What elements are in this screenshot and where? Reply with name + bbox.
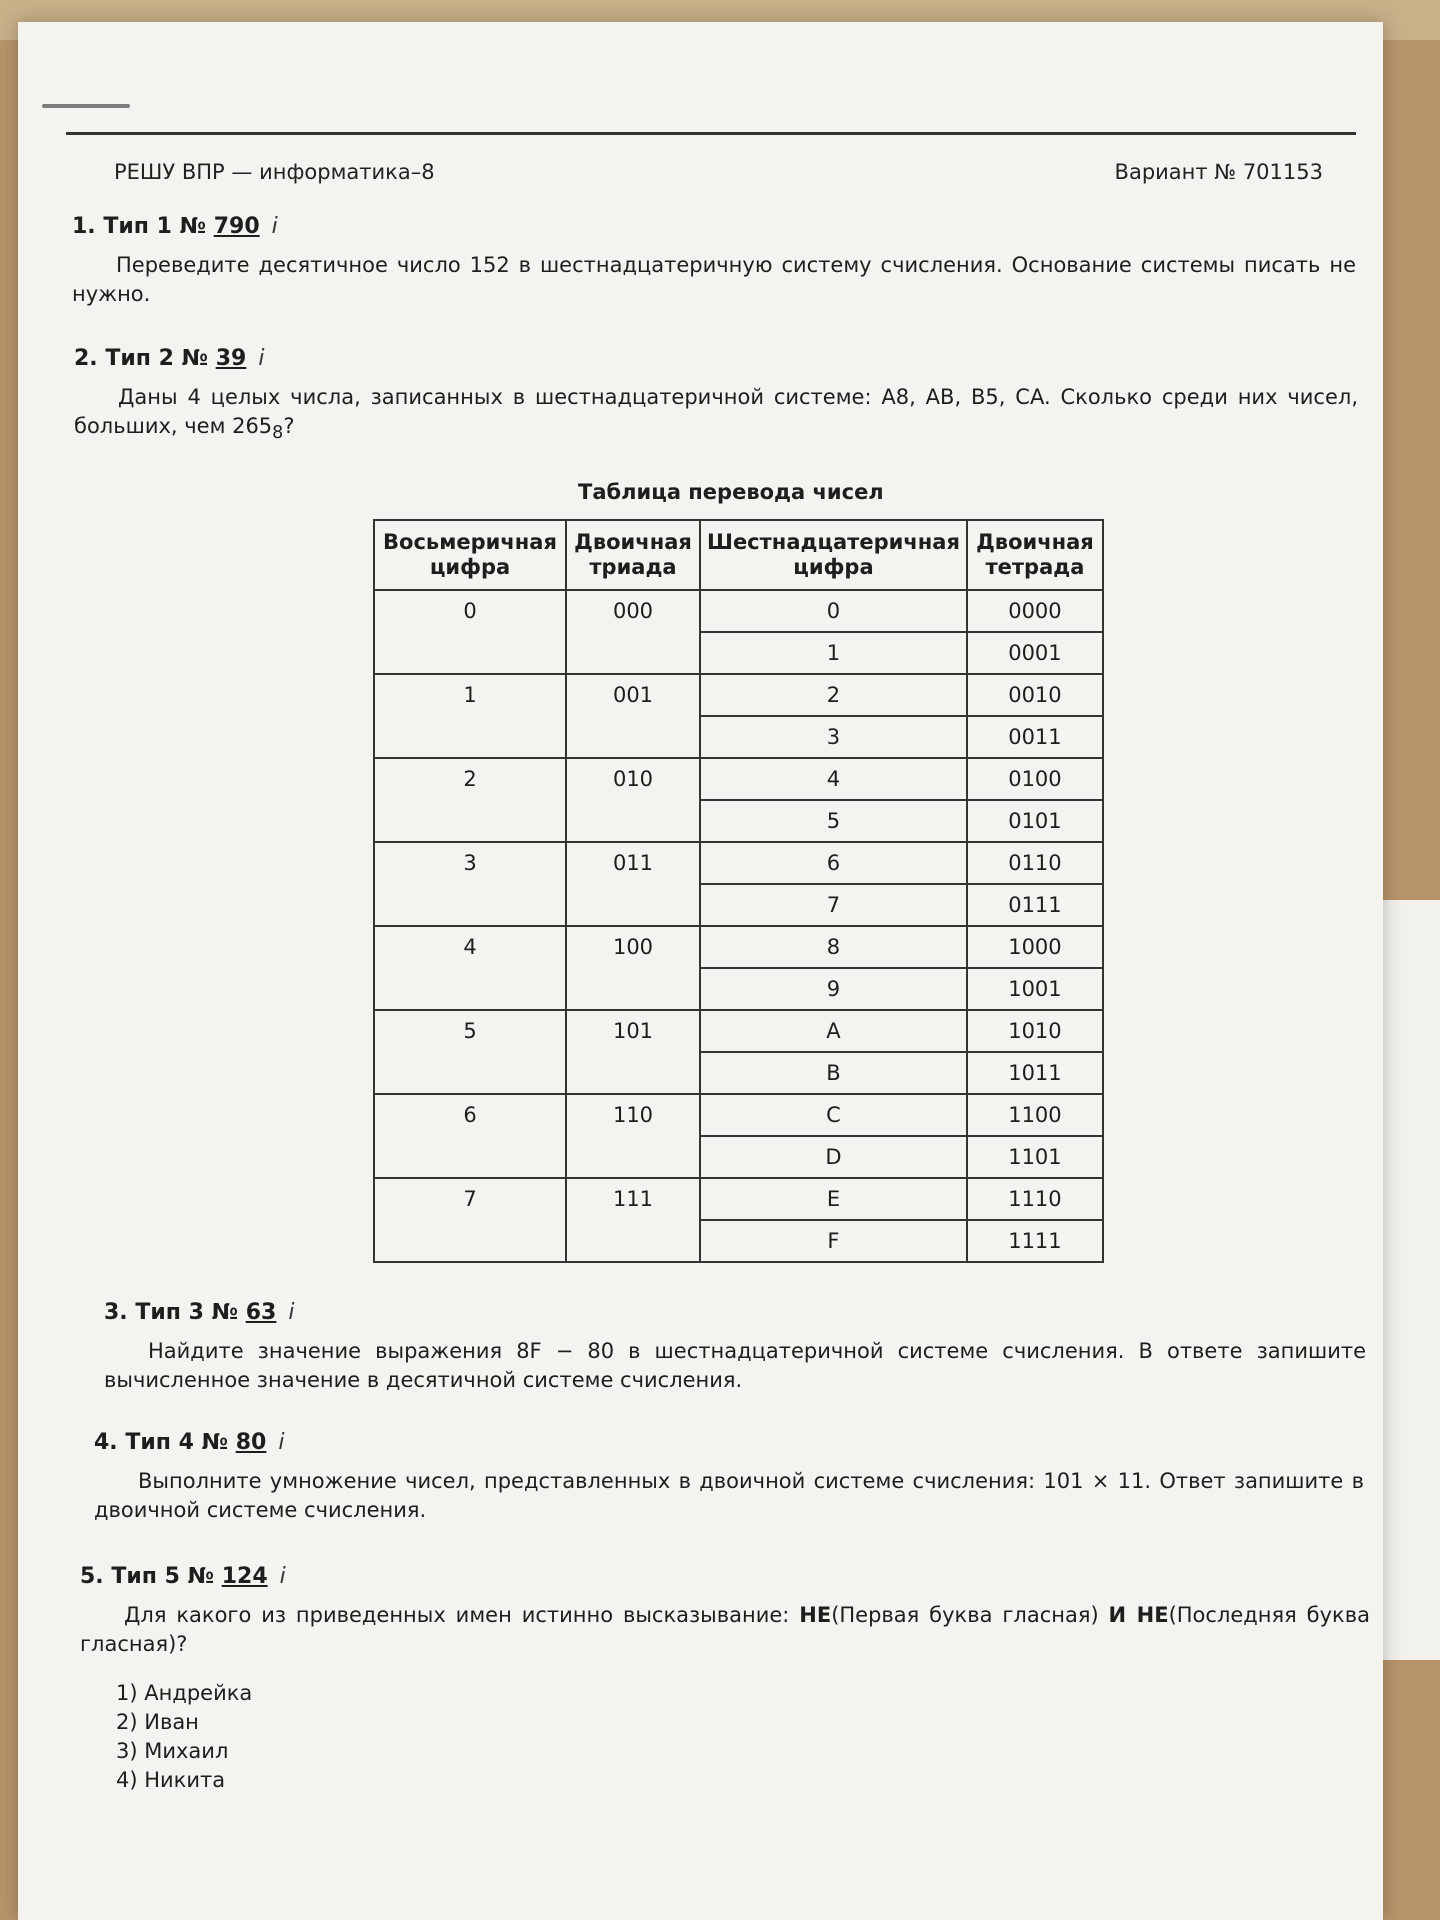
- header-rule: [66, 132, 1356, 135]
- octal-digit-cell: 3: [374, 842, 566, 926]
- task-2-text-main: Даны 4 целых числа, записанных в шестнадцатеричной системе: A8, AB, B5, CA. Сколько среди них чисел, больших, чем 265: [74, 385, 1358, 438]
- info-icon[interactable]: i: [288, 1300, 295, 1325]
- column-header-hex: Шестнадцатеричная цифра: [700, 520, 967, 590]
- hex-digit-cell: C: [700, 1094, 967, 1136]
- task-4-text: Выполните умножение чисел, представленных в двоичной системе счисления: 101 × 11. Ответ запишите в двоичной системе счисления.: [94, 1469, 1364, 1522]
- hex-digit-cell: A: [700, 1010, 967, 1052]
- hex-digit-cell: 8: [700, 926, 967, 968]
- octal-digit-cell: 2: [374, 758, 566, 842]
- task-number-link[interactable]: 39: [215, 346, 247, 371]
- info-icon[interactable]: i: [258, 346, 265, 371]
- binary-tetrad-cell: 0111: [967, 884, 1103, 926]
- binary-tetrad-cell: 1010: [967, 1010, 1103, 1052]
- binary-triad-cell: 111: [566, 1178, 700, 1262]
- hex-digit-cell: 2: [700, 674, 967, 716]
- task-3-heading: [104, 1300, 1366, 1325]
- info-icon[interactable]: i: [279, 1564, 286, 1589]
- hex-digit-cell: 7: [700, 884, 967, 926]
- table-row: [374, 590, 1103, 632]
- binary-triad-cell: 101: [566, 1010, 700, 1094]
- answer-option[interactable]: 4) Никита: [116, 1768, 226, 1792]
- info-icon[interactable]: i: [271, 214, 278, 239]
- task-5-keyword: И НЕ: [1108, 1603, 1169, 1627]
- hex-digit-cell: 4: [700, 758, 967, 800]
- table-row: [374, 1094, 1103, 1136]
- hex-digit-cell: 1: [700, 632, 967, 674]
- info-icon[interactable]: i: [278, 1430, 285, 1455]
- sheet-title: РЕШУ ВПР — информатика–8: [114, 160, 435, 184]
- octal-digit-cell: 4: [374, 926, 566, 1010]
- table-row: [374, 926, 1103, 968]
- binary-tetrad-cell: 0010: [967, 674, 1103, 716]
- hex-digit-cell: F: [700, 1220, 967, 1262]
- binary-tetrad-cell: 0001: [967, 632, 1103, 674]
- staple: [42, 104, 130, 108]
- answer-options: [80, 1679, 1370, 1795]
- binary-tetrad-cell: 0101: [967, 800, 1103, 842]
- task-5-text-part: (Первая буква гласная): [831, 1603, 1109, 1627]
- binary-tetrad-cell: 1000: [967, 926, 1103, 968]
- task-type: 4. Тип 4 №: [94, 1430, 236, 1455]
- task-5-text: [80, 1601, 1370, 1659]
- task-2: [74, 346, 1358, 448]
- binary-tetrad-cell: 0110: [967, 842, 1103, 884]
- hex-digit-cell: 6: [700, 842, 967, 884]
- variant-number: Вариант № 701153: [1114, 160, 1323, 184]
- base-subscript: 8: [272, 423, 284, 444]
- answer-option[interactable]: 1) Андрейка: [116, 1681, 253, 1705]
- table-row: [374, 674, 1103, 716]
- table-body: [374, 590, 1103, 1262]
- task-type: 3. Тип 3 №: [104, 1300, 246, 1325]
- binary-triad-cell: 010: [566, 758, 700, 842]
- task-5: [80, 1564, 1370, 1795]
- hex-digit-cell: 0: [700, 590, 967, 632]
- binary-tetrad-cell: 0100: [967, 758, 1103, 800]
- hex-digit-cell: D: [700, 1136, 967, 1178]
- hex-digit-cell: E: [700, 1178, 967, 1220]
- binary-triad-cell: 110: [566, 1094, 700, 1178]
- table-row: [374, 1010, 1103, 1052]
- task-number-link[interactable]: 124: [221, 1564, 268, 1589]
- task-type: 1. Тип 1 №: [72, 214, 214, 239]
- binary-triad-cell: 100: [566, 926, 700, 1010]
- octal-digit-cell: 1: [374, 674, 566, 758]
- table-row: [374, 842, 1103, 884]
- answer-option[interactable]: 3) Михаил: [116, 1739, 229, 1763]
- octal-digit-cell: 6: [374, 1094, 566, 1178]
- table-row: [374, 1178, 1103, 1220]
- hex-digit-cell: 5: [700, 800, 967, 842]
- task-4: [94, 1430, 1364, 1525]
- octal-digit-cell: 7: [374, 1178, 566, 1262]
- task-number-link[interactable]: 790: [213, 214, 260, 239]
- hex-digit-cell: 9: [700, 968, 967, 1010]
- task-2-text: [74, 383, 1358, 448]
- task-5-text-part: Для какого из приведенных имен истинно высказывание:: [124, 1603, 800, 1627]
- binary-triad-cell: 000: [566, 590, 700, 674]
- octal-digit-cell: 0: [374, 590, 566, 674]
- task-number-link[interactable]: 80: [235, 1430, 267, 1455]
- binary-tetrad-cell: 1011: [967, 1052, 1103, 1094]
- binary-tetrad-cell: 0000: [967, 590, 1103, 632]
- column-header-tetrad: Двоичная тетрада: [967, 520, 1103, 590]
- binary-tetrad-cell: 1111: [967, 1220, 1103, 1262]
- octal-digit-cell: 5: [374, 1010, 566, 1094]
- task-1: [72, 214, 1356, 309]
- task-1-heading: [72, 214, 1356, 239]
- task-3: [104, 1300, 1366, 1395]
- binary-triad-cell: 011: [566, 842, 700, 926]
- hex-digit-cell: B: [700, 1052, 967, 1094]
- exam-sheet: [18, 22, 1383, 1920]
- hex-digit-cell: 3: [700, 716, 967, 758]
- column-header-triad: Двоичная триада: [566, 520, 700, 590]
- task-1-text: Переведите десятичное число 152 в шестнадцатеричную систему счисления. Основание системы писать не нужно.: [72, 253, 1356, 306]
- task-type: 5. Тип 5 №: [80, 1564, 222, 1589]
- answer-option[interactable]: 2) Иван: [116, 1710, 199, 1734]
- conversion-table: [373, 519, 1104, 1263]
- task-5-keyword: НЕ: [799, 1603, 832, 1627]
- task-type: 2. Тип 2 №: [74, 346, 216, 371]
- task-5-heading: [80, 1564, 1370, 1589]
- binary-tetrad-cell: 1110: [967, 1178, 1103, 1220]
- task-5-text-part: (Последняя буква гласная)?: [80, 1603, 1370, 1656]
- binary-tetrad-cell: 0011: [967, 716, 1103, 758]
- binary-triad-cell: 001: [566, 674, 700, 758]
- table-caption: Таблица перевода чисел: [578, 480, 884, 504]
- table-row: [374, 758, 1103, 800]
- binary-tetrad-cell: 1101: [967, 1136, 1103, 1178]
- task-number-link[interactable]: 63: [245, 1300, 277, 1325]
- column-header-octal: Восьмеричная цифра: [374, 520, 566, 590]
- task-3-text: Найдите значение выражения 8F − 80 в шестнадцатеричной системе счисления. В ответе запишите вычисленное значение в десятичной системе счисления.: [104, 1339, 1366, 1392]
- task-2-text-end: ?: [283, 414, 295, 438]
- binary-tetrad-cell: 1001: [967, 968, 1103, 1010]
- binary-tetrad-cell: 1100: [967, 1094, 1103, 1136]
- task-2-heading: [74, 346, 1358, 371]
- task-4-heading: [94, 1430, 1364, 1455]
